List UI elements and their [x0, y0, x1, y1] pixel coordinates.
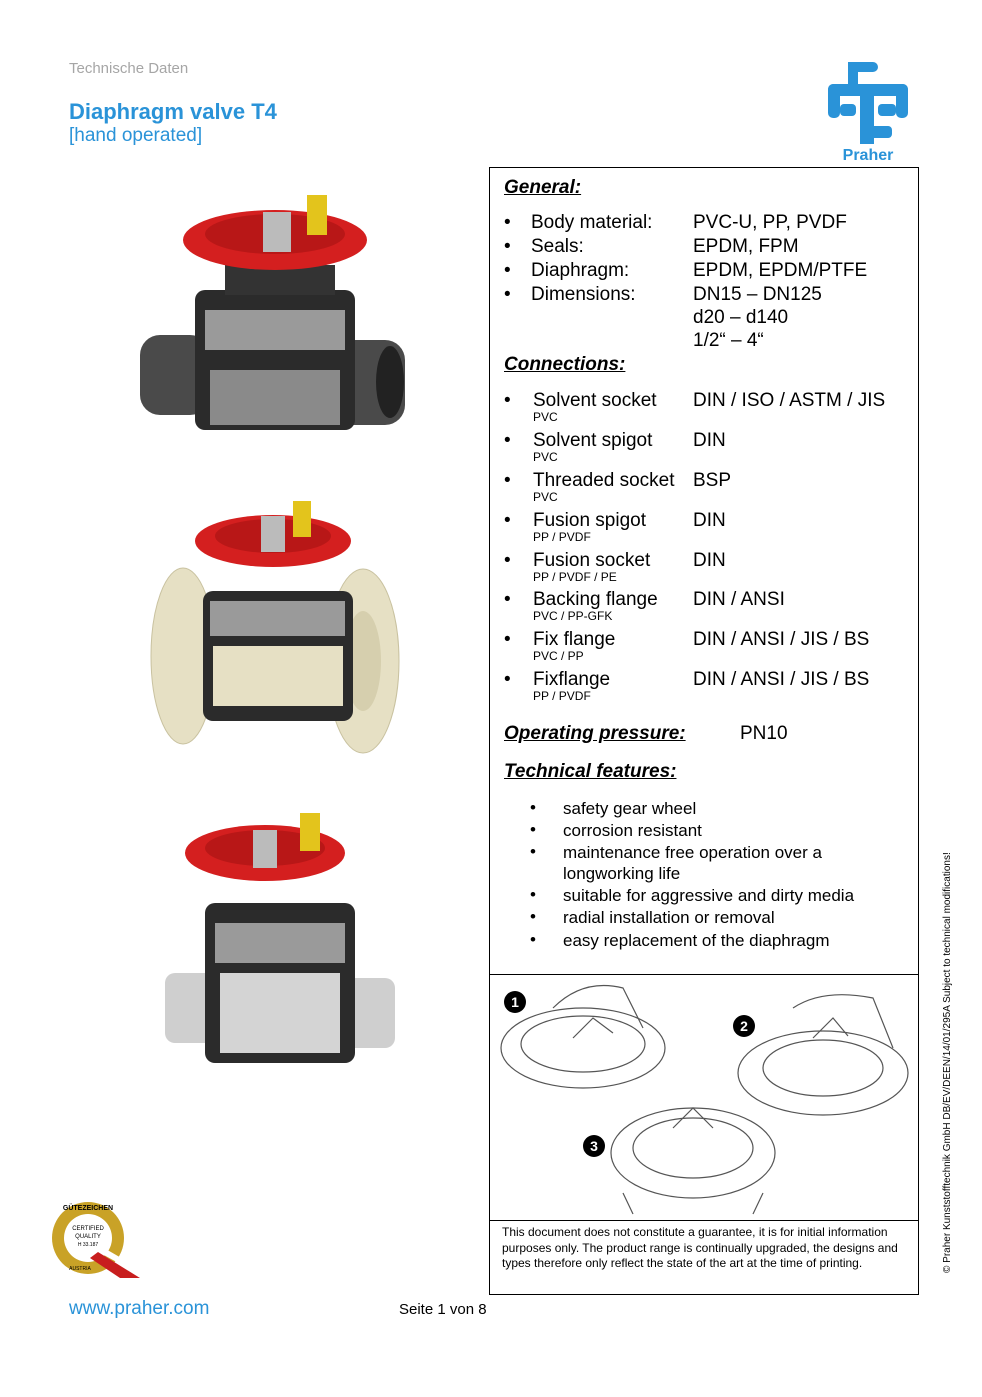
item-material: PVC / PP: [533, 649, 584, 663]
bullet-icon: •: [504, 629, 511, 650]
feature-text: suitable for aggressive and dirty media: [563, 886, 855, 905]
seal-bottom-text: AUSTRIA: [69, 1266, 91, 1272]
item-value: DIN / ANSI / JIS / BS: [693, 669, 870, 690]
item-label: Solvent socket: [533, 390, 657, 411]
item-material: PVC: [533, 450, 558, 464]
item-value: d20 – d140: [693, 307, 789, 328]
item-value: DIN / ANSI: [693, 589, 785, 610]
item-value: PVC-U, PP, PVDF: [693, 212, 847, 233]
item-label: Fix flange: [533, 629, 616, 650]
feature-text: easy replacement of the diaphragm: [563, 931, 830, 950]
spec-box: [489, 167, 919, 1295]
item-label: Body material:: [531, 212, 653, 233]
item-value: DIN / ANSI / JIS / BS: [693, 629, 870, 650]
bullet-icon: •: [504, 390, 511, 411]
item-label: Threaded socket: [533, 470, 675, 491]
seal-top-text: GÜTEZEICHEN: [62, 1205, 114, 1212]
item-value: DIN / ISO / ASTM / JIS: [693, 390, 886, 411]
bullet-icon: •: [504, 260, 511, 281]
bullet-icon: •: [504, 550, 511, 571]
pressure-heading: Operating pressure:: [504, 723, 686, 744]
quality-seal: [50, 1200, 142, 1280]
connections-heading: Connections:: [504, 354, 626, 375]
bullet-icon: •: [530, 930, 536, 949]
step-3-badge: 3: [590, 1138, 598, 1154]
seal-line-1: CERTIFIED: [72, 1226, 104, 1232]
bullet-icon: •: [504, 430, 511, 451]
item-value: DIN: [693, 510, 726, 531]
feature-text: corrosion resistant: [563, 821, 702, 840]
praher-logo: [820, 60, 916, 164]
bullet-icon: •: [504, 510, 511, 531]
item-value: DIN: [693, 550, 726, 571]
bullet-icon: •: [504, 589, 511, 610]
bullet-icon: •: [530, 820, 536, 839]
step-2-badge: 2: [740, 1018, 748, 1034]
section-divider: [490, 1220, 918, 1221]
disclaimer-text: This document does not constitute a guarantee, it is for initial information purposes only. The product range is continually upgraded, the designs and types therefore only reflect the state of the art at the time of printing.: [502, 1225, 898, 1270]
item-material: PP / PVDF: [533, 530, 591, 544]
item-label: Backing flange: [533, 589, 658, 610]
item-material: PP / PVDF / PE: [533, 570, 617, 584]
bullet-icon: •: [504, 212, 511, 233]
item-label: Dimensions:: [531, 284, 636, 305]
bullet-icon: •: [504, 284, 511, 305]
item-material: PVC: [533, 410, 558, 424]
section-divider: [490, 974, 918, 975]
item-label: Solvent spigot: [533, 430, 653, 451]
item-label: Fusion spigot: [533, 510, 647, 531]
logo-wordmark: Praher: [842, 147, 894, 164]
page-title: Diaphragm valve T4: [69, 99, 277, 124]
item-material: PVC: [533, 490, 558, 504]
item-value: EPDM, FPM: [693, 236, 799, 257]
item-material: PVC / PP-GFK: [533, 609, 613, 623]
pressure-value: PN10: [740, 723, 788, 744]
copyright-side-note: © Praher Kunststofftechnik GmbH DB/EV/DEEN/14/01/295A Subject to technical modifications!: [942, 852, 953, 1273]
bullet-icon: •: [530, 885, 536, 904]
item-material: PP / PVDF: [533, 689, 591, 703]
bullet-icon: •: [530, 842, 536, 861]
item-value: DN15 – DN125: [693, 284, 822, 305]
feature-text: radial installation or removal: [563, 908, 775, 927]
document-category: Technische Daten: [69, 60, 189, 77]
bullet-icon: •: [504, 470, 511, 491]
item-label: Diaphragm:: [531, 260, 630, 281]
item-value: BSP: [693, 470, 732, 491]
valve-image-flange: [148, 496, 403, 761]
valve-image-spigot: [160, 808, 400, 1073]
step-1-badge: 1: [511, 994, 519, 1010]
page-subtitle: [hand operated]: [69, 125, 203, 146]
bullet-icon: •: [504, 669, 511, 690]
item-label: Fixflange: [533, 669, 611, 690]
general-heading: General:: [504, 177, 582, 198]
item-label: Fusion socket: [533, 550, 651, 571]
diaphragm-replacement-illustration: [493, 978, 917, 1216]
feature-text: maintenance free operation over a longworking life: [563, 843, 822, 883]
website-link[interactable]: www.praher.com: [69, 1298, 210, 1319]
bullet-icon: •: [504, 236, 511, 257]
item-value: 1/2“ – 4“: [693, 330, 764, 351]
seal-line-3: H 33.187: [77, 1242, 99, 1248]
praher-logo-mark: [820, 60, 916, 164]
seal-line-2: QUALITY: [75, 1234, 101, 1240]
page-number: Seite 1 von 8: [399, 1301, 487, 1318]
item-label: Seals:: [531, 236, 584, 257]
feature-text: safety gear wheel: [563, 799, 697, 818]
features-heading: Technical features:: [504, 761, 677, 782]
item-value: DIN: [693, 430, 726, 451]
valve-image-socket: [135, 190, 415, 460]
bullet-icon: •: [530, 798, 536, 817]
bullet-icon: •: [530, 907, 536, 926]
item-value: EPDM, EPDM/PTFE: [693, 260, 868, 281]
